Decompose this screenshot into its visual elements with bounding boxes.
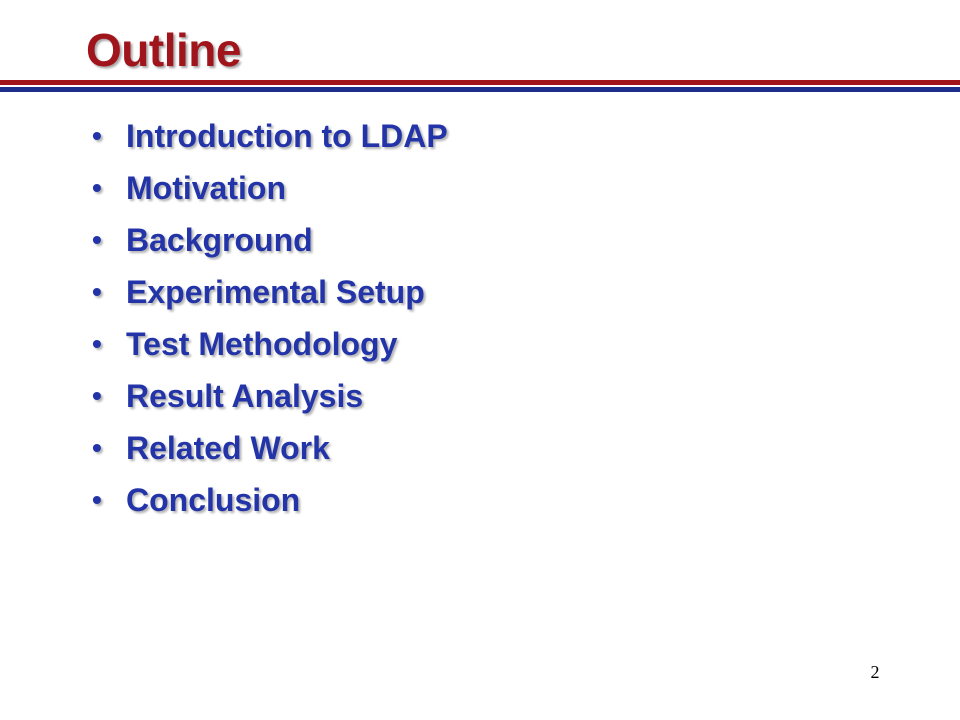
bullet-icon: • xyxy=(92,224,102,255)
outline-item-label: Motivation xyxy=(126,170,286,206)
bullet-icon: • xyxy=(92,380,102,411)
title-divider xyxy=(0,80,960,94)
outline-item-label: Introduction to LDAP xyxy=(126,118,448,154)
outline-item-conclusion xyxy=(92,474,448,526)
title-divider-blue-line xyxy=(0,87,960,92)
bullet-icon: • xyxy=(92,276,102,307)
bullet-icon: • xyxy=(92,328,102,359)
outline-item-label: Test Methodology xyxy=(126,326,398,362)
bullet-icon: • xyxy=(92,484,102,515)
outline-item-related-work xyxy=(92,422,448,474)
outline-item-label: Experimental Setup xyxy=(126,274,425,310)
outline-item-motivation xyxy=(92,162,448,214)
outline-list xyxy=(92,110,448,526)
outline-item-label: Background xyxy=(126,222,313,258)
outline-item-introduction xyxy=(92,110,448,162)
outline-item-label: Related Work xyxy=(126,430,330,466)
outline-item-experimental-setup xyxy=(92,266,448,318)
outline-item-test-methodology xyxy=(92,318,448,370)
outline-item-result-analysis xyxy=(92,370,448,422)
slide-title: Outline xyxy=(86,24,241,76)
bullet-icon: • xyxy=(92,120,102,151)
outline-item-label: Conclusion xyxy=(126,482,301,518)
page-number: 2 xyxy=(870,662,880,682)
outline-item-label: Result Analysis xyxy=(126,378,364,414)
bullet-icon: • xyxy=(92,432,102,463)
bullet-icon: • xyxy=(92,172,102,203)
outline-item-background xyxy=(92,214,448,266)
